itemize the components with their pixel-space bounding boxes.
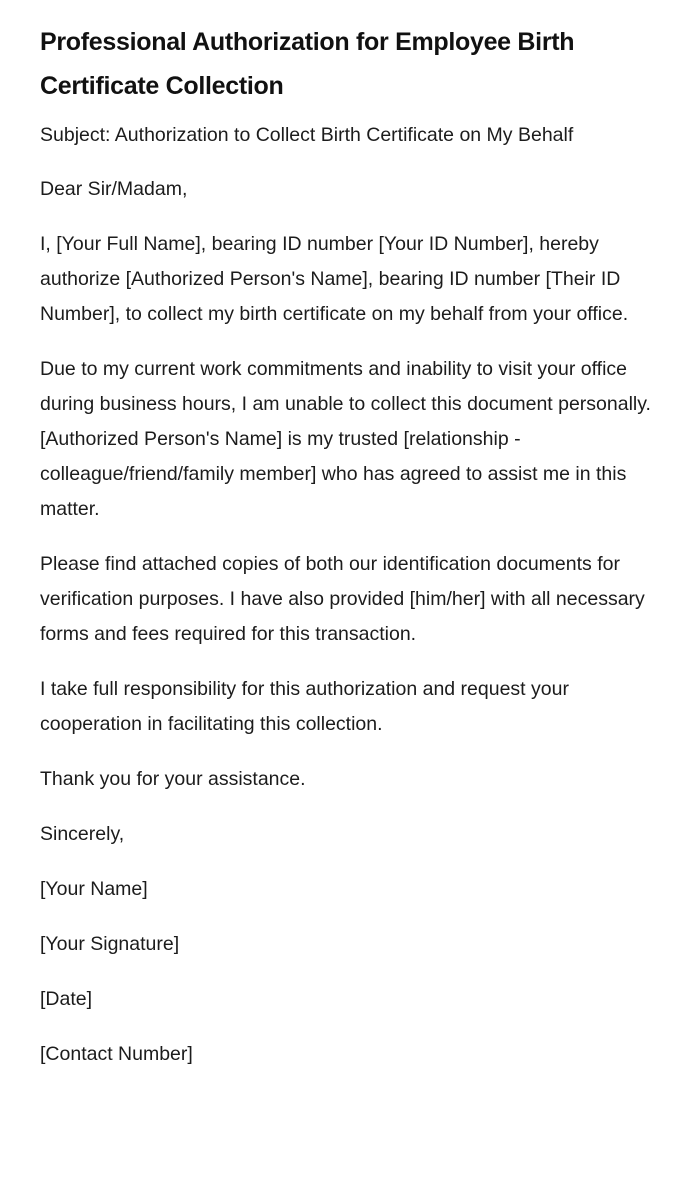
date-placeholder: [Date]	[40, 988, 93, 1010]
contact-number-placeholder: [Contact Number]	[40, 1043, 193, 1065]
body-paragraph-reason: Due to my current work commitments and inability to visit your office during business hours, I am unable to collect this document personally. [Authorized Person's Name] is my trusted [relationship - colleague/friend/family member] who has agreed to assist me in this matter.	[40, 358, 651, 520]
subject-line: Subject: Authorization to Collect Birth Certificate on My Behalf	[40, 124, 574, 146]
closing: Sincerely,	[40, 823, 125, 845]
body-paragraph-authorization: I, [Your Full Name], bearing ID number [Your ID Number], hereby authorize [Authorized Person's Name], bearing ID number [Their ID Number], to collect my birth certificate on my behalf from your office.	[40, 233, 629, 325]
body-paragraph-responsibility: I take full responsibility for this authorization and request your cooperation in facilitating this collection.	[40, 678, 569, 735]
signature-name: [Your Name]	[40, 878, 148, 900]
body-paragraph-thanks: Thank you for your assistance.	[40, 768, 306, 790]
signature-placeholder: [Your Signature]	[40, 933, 180, 955]
body-paragraph-attachments: Please find attached copies of both our identification documents for verification purposes. I have also provided [him/her] with all necessary forms and fees required for this transaction.	[40, 553, 645, 645]
document-title: Professional Authorization for Employee Birth Certificate Collection	[40, 28, 575, 100]
salutation: Dear Sir/Madam,	[40, 178, 188, 200]
